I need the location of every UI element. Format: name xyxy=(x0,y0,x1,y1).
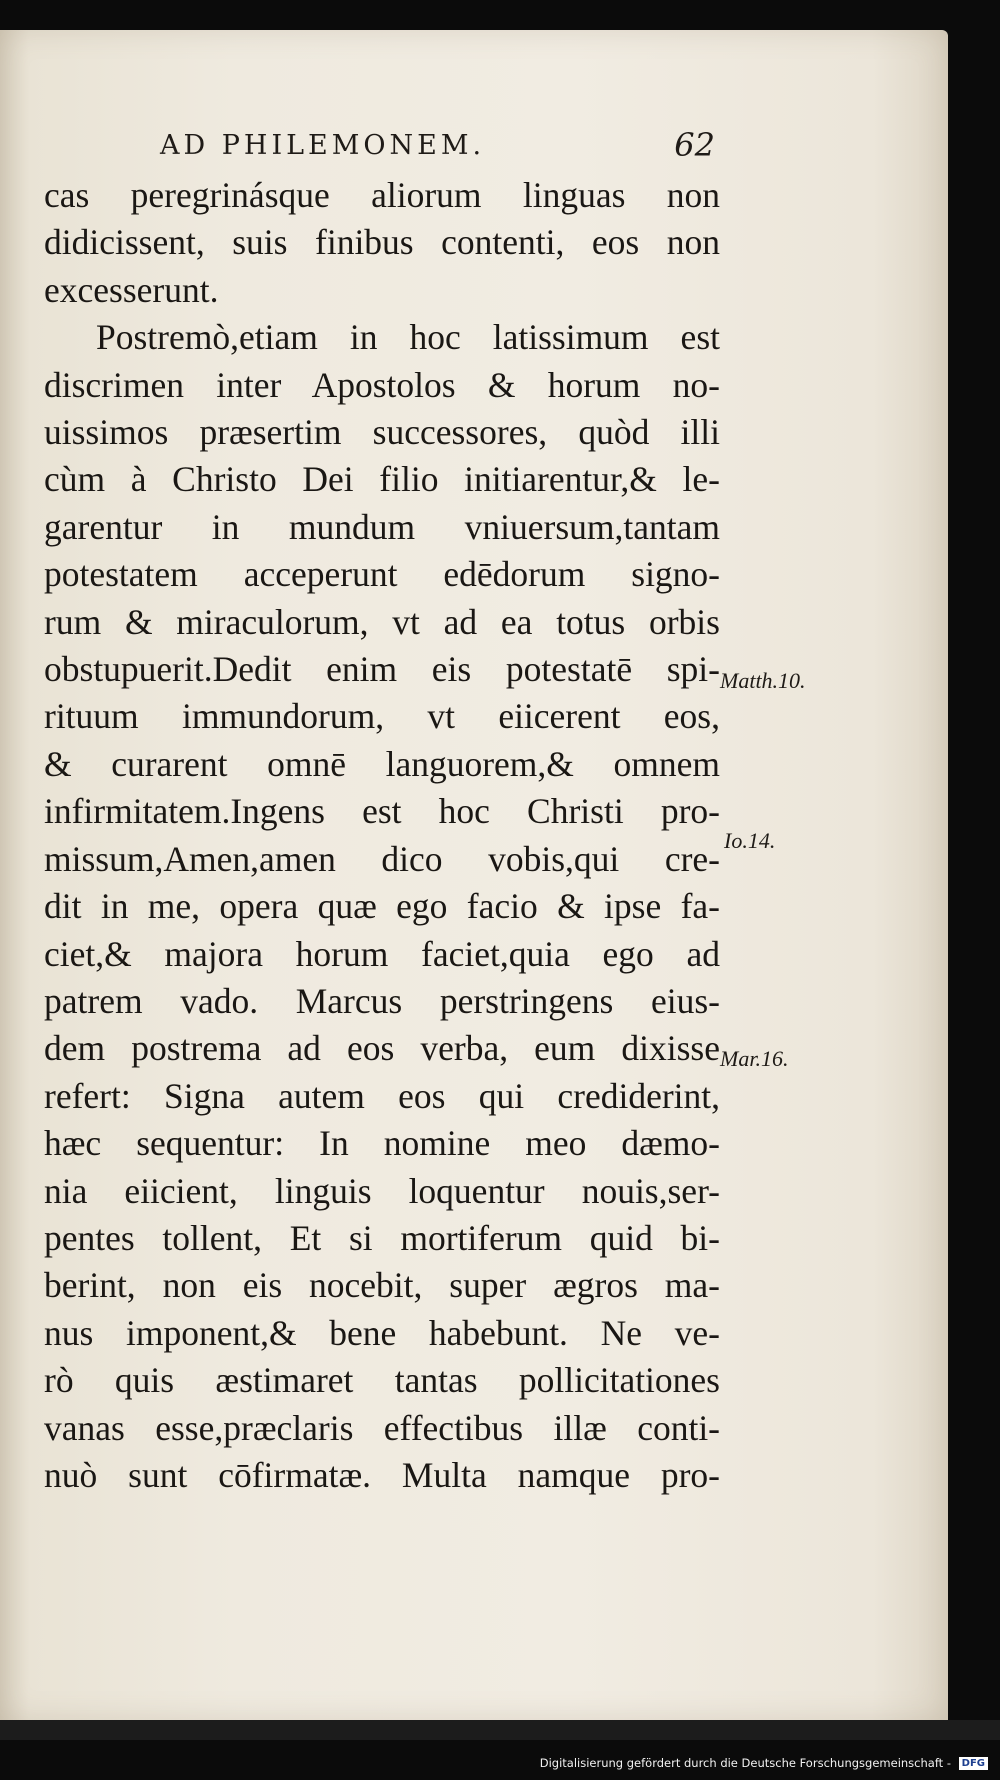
text-line: cùm à Christo Dei filio initiarentur,& le- xyxy=(44,459,720,500)
text-line: refert: Signa autem eos qui crediderint, xyxy=(44,1075,720,1116)
body-text xyxy=(44,172,720,1499)
text-line: discrimen inter Apostolos & horum no- xyxy=(44,364,720,405)
margin-note-mar: Mar.16. xyxy=(720,1046,789,1071)
text-line: hæc sequentur: In nomine meo dæmo- xyxy=(44,1123,720,1164)
text-line: potestatem acceperunt edēdorum signo- xyxy=(44,554,720,595)
text-line: didicissent, suis finibus contenti, eos non xyxy=(44,222,720,263)
text-line: rituum immundorum, vt eiicerent eos, xyxy=(44,696,720,737)
text-line: & curarent omnē languorem,& omnem xyxy=(44,743,720,784)
text-line: rum & miraculorum, vt ad ea totus orbis xyxy=(44,601,720,642)
page-number: 62 xyxy=(674,126,715,164)
funding-credit-text: Digitalisierung gefördert durch die Deutsche Forschungsgemeinschaft - xyxy=(539,1756,951,1770)
scan-bottom-band xyxy=(0,1720,1000,1740)
margin-note-matth: Matth.10. xyxy=(720,668,806,693)
margin-note-io: Io.14. xyxy=(724,828,776,853)
text-line: nus imponent,& bene habebunt. Ne ve- xyxy=(44,1312,720,1353)
text-line: cas peregrinásque aliorum linguas non xyxy=(44,175,720,215)
text-line: Postremò,etiam in hoc latissimum est xyxy=(96,317,720,358)
text-line: nia eiicient, linguis loquentur nouis,ser- xyxy=(44,1170,720,1211)
text-line: pentes tollent, Et si mortiferum quid bi- xyxy=(44,1217,720,1258)
text-line: infirmitatem.Ingens est hoc Christi pro- xyxy=(44,791,720,832)
text-line: uissimos præsertim successores, quòd illi xyxy=(44,412,720,453)
text-line: obstupuerit.Dedit enim eis potestatē spi- xyxy=(44,649,720,690)
text-line: vanas esse,præclaris effectibus illæ conti- xyxy=(44,1407,720,1448)
text-line: excesserunt. xyxy=(44,269,219,310)
dfg-logo: DFG xyxy=(959,1757,988,1770)
text-line: missum,Amen,amen dico vobis,qui cre- xyxy=(44,838,720,879)
footer-credit xyxy=(540,1756,988,1770)
text-line: berint, non eis nocebit, super ægros ma- xyxy=(44,1265,720,1306)
text-line: rò quis æstimaret tantas pollicitationes xyxy=(44,1360,720,1401)
page-header xyxy=(160,126,715,170)
running-title: AD PHILEMONEM. xyxy=(160,130,486,161)
text-line: dit in me, opera quæ ego facio & ipse fa- xyxy=(44,886,720,927)
text-line: garentur in mundum vniuersum,tantam xyxy=(44,506,720,547)
text-line: patrem vado. Marcus perstringens eius- xyxy=(44,980,720,1021)
text-line: ciet,& majora horum faciet,quia ego ad xyxy=(44,933,720,974)
text-line: dem postrema ad eos verba, eum dixisse xyxy=(44,1028,720,1069)
text-line: nuò sunt cōfirmatæ. Multa namque pro- xyxy=(44,1454,720,1495)
